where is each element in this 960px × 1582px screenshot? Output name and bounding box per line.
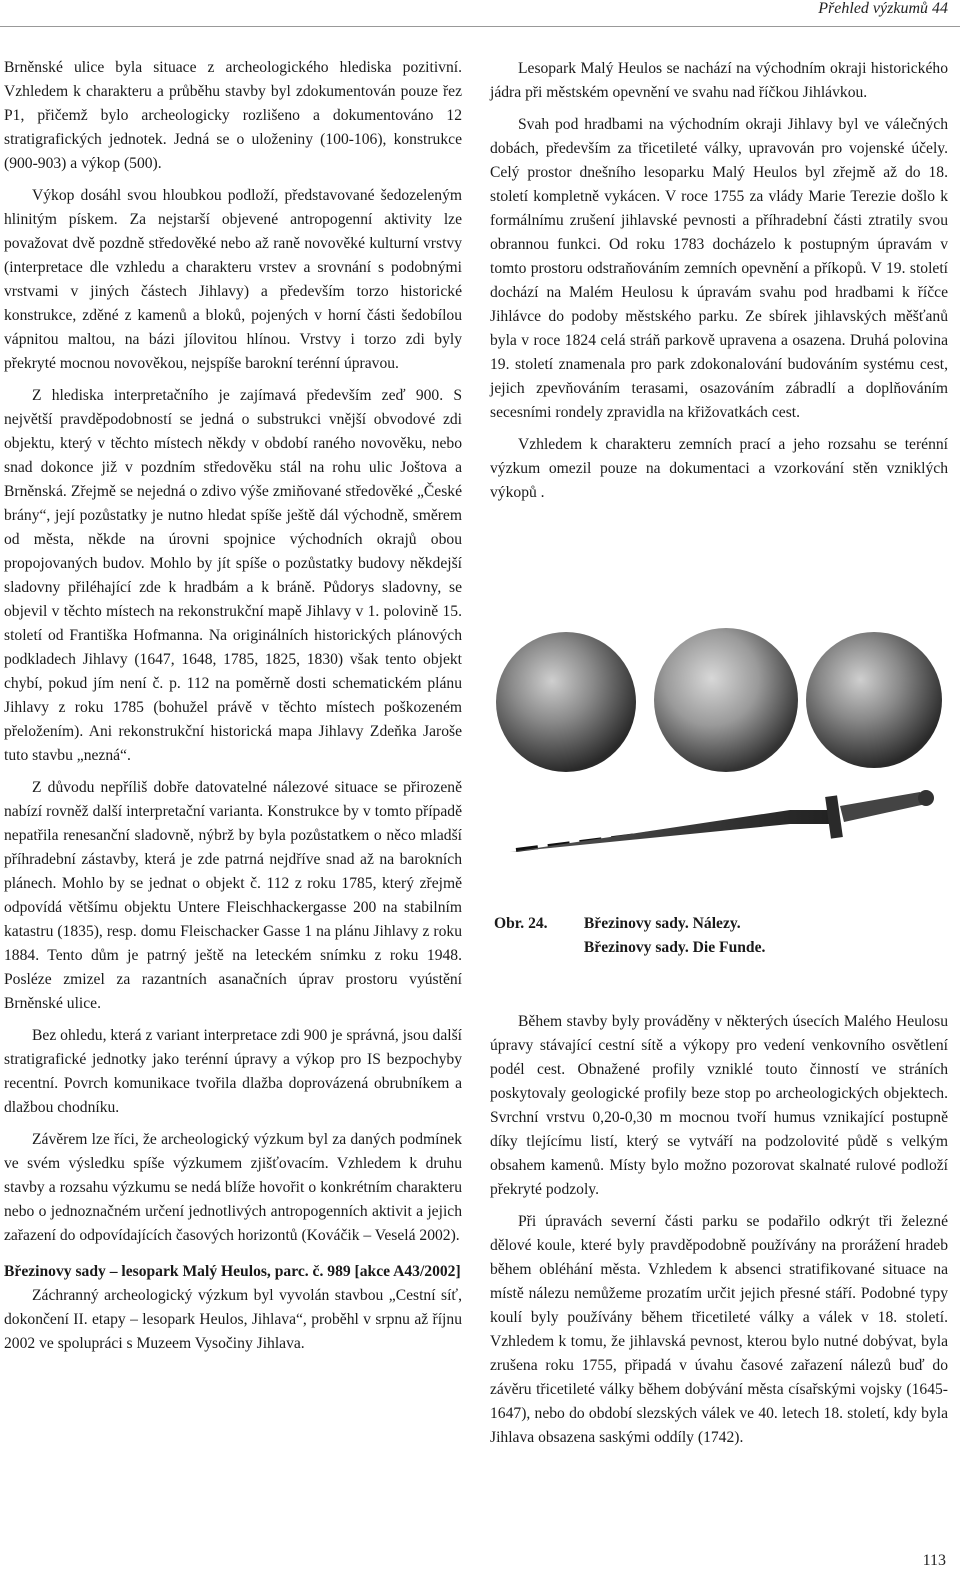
paragraph: Bez ohledu, která z variant interpretace zdi 900 je správná, jsou další stratigrafické jednotky jako terénní úpravy a výkop pro IS bezpochyby recentní. Povrch komunikace tvořila dlažba doprovázená obrubníkem a dlažbou chodníku.	[4, 1027, 462, 1116]
right-column-top	[490, 57, 948, 513]
paragraph: Při úpravách severní části parku se podařilo odkrýt tři železné dělové koule, které byly pravděpodobně používány na prorážení hradeb během obléhání města. Vzhledem k absenci stratifikované situace na místě nálezu nemůžeme prozatím určit jejich přesné stáří. Podobné typy koulí byly používány během třicetileté války a válek v 18. století. Vzhledem k tomu, že jihlavská pevnost, kterou bylo nutné dobývat, byla zrušena roku 1755, připadá v úvahu časové zařazení nálezů buď do závěru třicetileté války během dobývání města císařskými vojsky (1645-1647), nebo do období slezských válek ve 40. letech 18. století, kdy byla Jihlava obsazena saskými oddíly (1742).	[490, 1213, 948, 1446]
page-number: 113	[922, 1552, 946, 1569]
dagger	[510, 790, 934, 852]
running-head: Přehled výzkumů 44	[818, 0, 948, 17]
paragraph: Během stavby byly prováděny v některých úsecích Malého Heulosu úpravy stávající cestní sítě a výkopy pro vedení venkovního osvětlení podél cest. Obnažené profily vzniklé touto činností ve stráních poskytovaly geologické profily beze stop po archeologických objektech. Svrchní vrstvu 0,20-0,30 m mocnou tvoří humus vznikající postupně díky tlejícímu listí, který se vytváří na podzolovité půdě s velkým obsahem kamenů. Místy bylo možno pozorovat skalnaté rulové podloží překryté podzoly.	[490, 1013, 948, 1198]
caption-cs: Březinovy sady. Nálezy.	[583, 915, 741, 932]
left-column	[4, 56, 462, 1364]
cannonball-1	[496, 632, 636, 772]
cannonball-3	[806, 632, 942, 768]
figure-photo	[490, 624, 950, 904]
header-rule	[0, 26, 960, 27]
figure-caption	[494, 912, 765, 960]
paragraph: Z důvodu nepříliš dobře datovatelné nálezové situace se přirozeně nabízí rovněž další interpretační varianta. Konstrukce by v tomto případě nepatřila renesanční sladovně, nýbrž by byla pozůstatkem o něco mladší příhradební zástavby, která je zde patrná nejdříve snad až na barokních plánech. Mohlo by se jednat o objekt č. 112 z roku 1785, který zřejmě odpovídá většímu objektu Untere Fleischhackergasse 200 na stabilním katastru (1835), resp. domu Fleischacker Gasse 1 na plánu Jihlavy z roku 1884. Tento dům je patrný ještě na leteckém snímku z roku 1948. Posléze zmizel za razantních asanačních úprav prostoru vyústění Brněnské ulice.	[4, 779, 462, 1012]
paragraph: Brněnské ulice byla situace z archeologického hlediska pozitivní. Vzhledem k charakteru a průběhu stavby byl zdokumentován pouze řez P1, přičemž bylo archeologicky rozlišeno a dokumentováno 12 stratigrafických jednotek. Jedná se o uloženiny (100-106), konstrukce (900-903) a výkop (500).	[4, 59, 462, 172]
paragraph: Lesopark Malý Heulos se nachází na východním okraji historického jádra při městském opevnění ve svahu nad říčkou Jihlávkou.	[490, 60, 948, 101]
paragraph: Vzhledem k charakteru zemních prací a jeho rozsahu se terénní výzkum omezil pouze na dokumentaci a vzorkování stěn vzniklých výkopů .	[490, 436, 948, 501]
figure-label: Obr. 24.	[494, 915, 548, 932]
right-column-bottom	[490, 1010, 948, 1458]
paragraph: Záchranný archeologický výzkum byl vyvolán stavbou „Cestní síť, dokončení II. etapy – lesopark Heulos, Jihlava“, proběhl v srpnu až říjnu 2002 ve spolupráci s Muzeem Vysočiny Jihlava.	[4, 1287, 462, 1352]
section-heading: Březinovy sady – lesopark Malý Heulos, parc. č. 989 [akce A43/2002]	[4, 1263, 461, 1280]
paragraph: Závěrem lze říci, že archeologický výzkum byl za daných podmínek ve svém výsledku spíše výzkumem zjišťovacím. Vzhledem k druhu stavby a rozsahu výzkumu se nedá blíže hovořit o konkrétním charakteru nebo o jednoznačném určení jednotlivých antropogenních aktivit a jejich zařazení do odpovídajících časových horizontů (Kováčik – Veselá 2002).	[4, 1131, 462, 1244]
caption-de: Březinovy sady. Die Funde.	[583, 939, 766, 956]
paragraph: Svah pod hradbami na východním okraji Jihlavy byl ve válečných dobách, především za třicetileté války, upravován pro vojenské účely. Celý prostor dnešního lesoparku Malý Heulos byl zřejmě až do 18. století kompletně vykácen. V roce 1755 za vlády Marie Terezie došlo k formálnímu zrušení jihlavské pevnosti a příhradební části ztratily svou obrannou funkci. Od roku 1783 docházelo k postupným úpravám v tomto prostoru odstraňováním zemních opevnění a příkopů. V 19. století dochází na Malém Heulosu k úpravám svahu pod hradbami k říčce Jihlávce do podoby městského parku. Ze sbírek jihlavských měšťanů byla v roce 1824 celá stráň parkově upravena a osazena. Druhá polovina 19. století znamenala pro park zdokonalování budováním systému cest, jejich zpevňováním terasami, osazováním zábradlí a doplňováním secesními rondely zpravidla na křižovatkách cest.	[490, 116, 948, 421]
paragraph: Z hlediska interpretačního je zajímavá především zeď 900. S největší pravděpodobností se jedná o substrukci vnější obvodové zdi objektu, který v těchto místech někdy v období raného novověku, nebo snad dokonce již v pozdním středověku stál na rohu ulic Joštova a Brněnská. Zřejmě se nejedná o zdivo výše zmiňované středověké „České brány“, její pozůstatky je nutno hledat spíše ještě dál východně, směrem od města, někde na úrovni spojnice východních okrajů obou propojovaných budov. Mohlo by jít spíše o pozůstatky budovy někdejší sladovny přiléhající zde k hradbám a k bráně. Půdorys sladovny, se objevil v těchto místech na rekonstrukční mapě Jihlavy v 1. polovině 15. století od Františka Hofmanna. Na originálních historických plánových podkladech Jihlavy (1647, 1648, 1785, 1825, 1830) však tento objekt chybí, pokud jím není č. p. 112 na poměrně dosti schematickém plánu Jihlavy z roku 1785 (bohužel právě v těchto místech poškozeném přeložením). Ani rekonstrukční historická mapa Jihlavy Zdeňka Jaroše tuto stavbu „nezná“.	[4, 387, 462, 764]
cannonball-2	[654, 628, 798, 772]
paragraph: Výkop dosáhl svou hloubkou podloží, představované šedozeleným hlinitým pískem. Za nejstarší objevené antropogenní aktivity lze považovat dvě pozdně středověké nebo až raně novověké kulturní vrstvy (interpretace dle vzhledu a charakteru vrstev a srovnání s podobnými vrstvami v jiných částech Jihlavy) a především torzo historické konstrukce, zděné z kamenů a bloků, pojených v horní části šedobílou vápnitou maltou, na bázi jílovitou hlínou. Vrstvy i torzo zdi byly překryté mocnou novověkou, nejspíše barokní terénní úpravou.	[4, 187, 462, 372]
